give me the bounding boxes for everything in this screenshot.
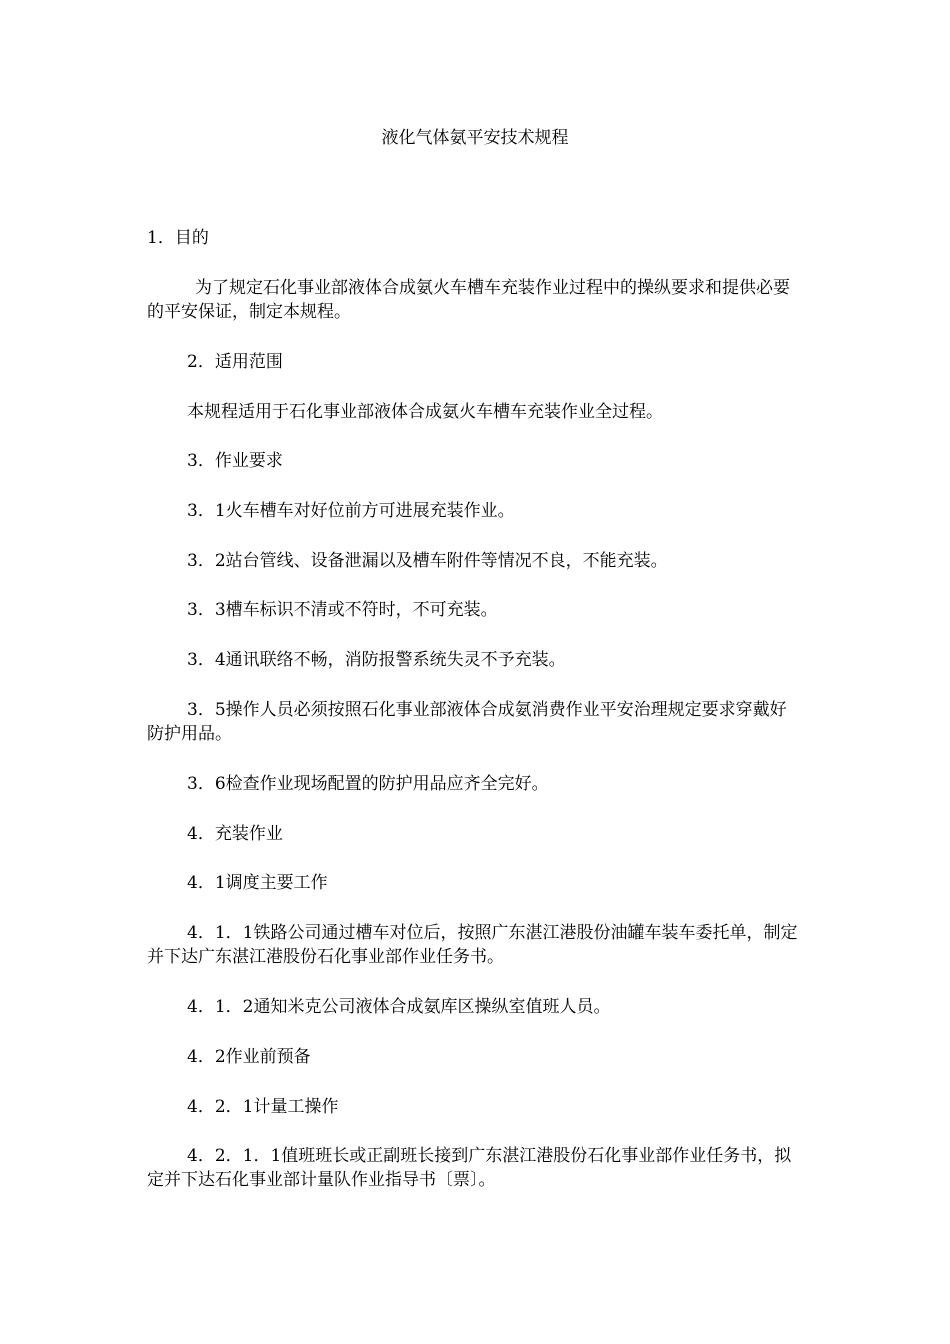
section-heading: 4．充装作业 bbox=[187, 824, 283, 844]
section-heading: 1．目的 bbox=[147, 228, 209, 248]
subsection-heading: 4．1调度主要工作 bbox=[187, 873, 328, 893]
list-item: 3．3槽车标识不清或不符时，不可充装。 bbox=[187, 600, 498, 620]
section-heading: 3．作业要求 bbox=[187, 451, 283, 471]
document-title: 液化气体氨平安技术规程 bbox=[381, 128, 569, 148]
list-item: 4．1．2通知米克公司液体合成氨库区操纵室值班人员。 bbox=[187, 997, 611, 1017]
list-item: 3．4通讯联络不畅，消防报警系统失灵不予充装。 bbox=[187, 650, 566, 670]
list-item: 3．1火车槽车对好位前方可进展充装作业。 bbox=[187, 501, 515, 521]
list-item: 4．1．1铁路公司通过槽车对位后，按照广东湛江港股份油罐车装车委托单，制定并下达广东湛江港股份石化事业部作业任务书。 bbox=[147, 923, 798, 967]
list-item: 3．5操作人员必须按照石化事业部液体合成氨消费作业平安治理规定要求穿戴好防护用品。 bbox=[147, 700, 787, 744]
body-paragraph: 本规程适用于石化事业部液体合成氨火车槽车充装作业全过程。 bbox=[187, 402, 663, 422]
list-item: 4．2．1．1值班班长或正副班长接到广东湛江港股份石化事业部作业任务书，拟定并下达石化事业部计量队作业指导书〔票〕。 bbox=[147, 1146, 792, 1190]
subsection-heading: 4．2．1计量工操作 bbox=[187, 1097, 339, 1117]
subsection-heading: 4．2作业前预备 bbox=[187, 1047, 311, 1067]
section-heading: 2．适用范围 bbox=[187, 352, 283, 372]
list-item: 3．6检查作业现场配置的防护用品应齐全完好。 bbox=[187, 774, 549, 794]
list-item: 3．2站台管线、设备泄漏以及槽车附件等情况不良，不能充装。 bbox=[187, 551, 668, 571]
body-paragraph: 为了规定石化事业部液体合成氨火车槽车充装作业过程中的操纵要求和提供必要的平安保证，制定本规程。 bbox=[147, 278, 790, 322]
